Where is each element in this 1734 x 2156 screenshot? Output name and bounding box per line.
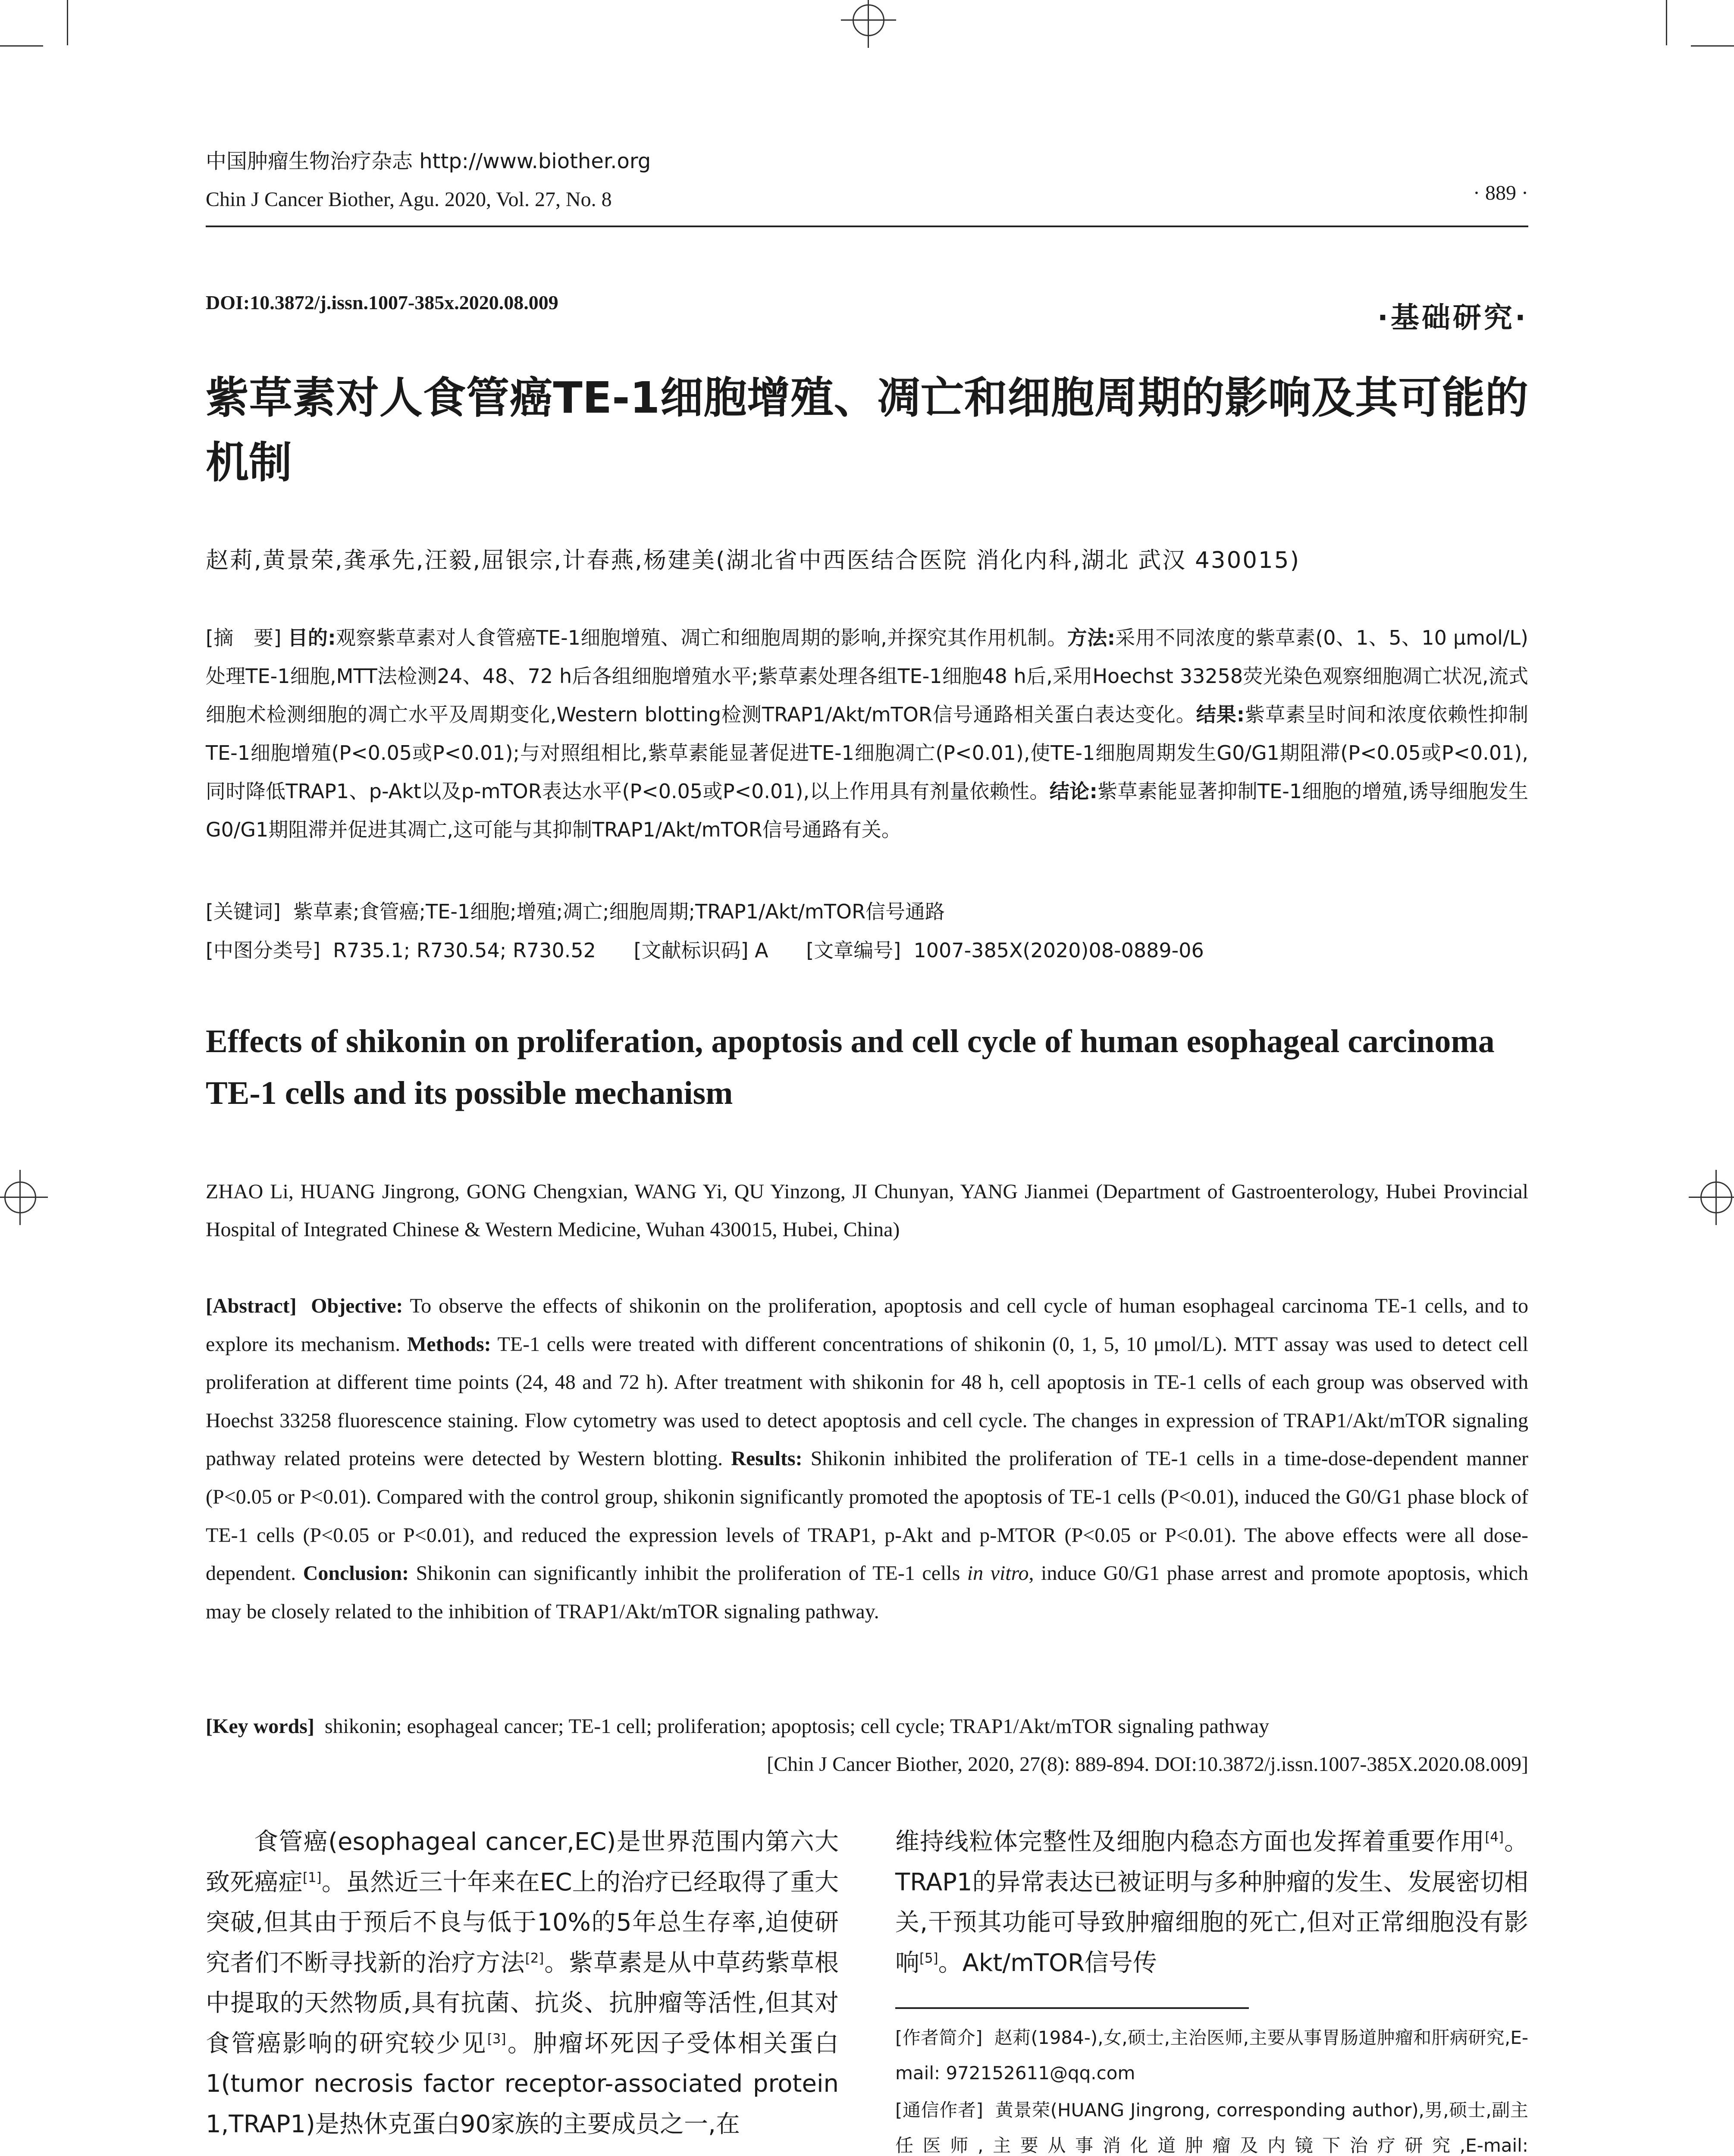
objective-zh: 观察紫草素对人食管癌TE-1细胞增殖、凋亡和细胞周期的影响,并探究其作用机制。 xyxy=(336,626,1067,649)
title-en: Effects of shikonin on proliferation, apoptosis and cell cycle of human esophageal carcinoma TE-1 cells and its possible mechanism xyxy=(206,1023,1495,1111)
clc-label: [中图分类号] xyxy=(206,939,320,962)
corresponding-note-text: 黄景荣(HUANG Jingrong, corresponding author),男,硕士,副主任医师,主要从事消化道肿瘤及内镜下治疗研究,E-mail: xyxy=(895,2100,1529,2156)
reference-4: [4] xyxy=(1485,1829,1504,1845)
body-left-column xyxy=(206,1822,839,2144)
journal-en: Chin J Cancer Biother, Agu. 2020, Vol. 27, No. 8 xyxy=(206,188,612,211)
body-left-text-4: 。肿瘤坏死因子受体相关蛋白1(tumor necrosis factor receptor-associated protein 1,TRAP1)是热休克蛋白90家族的主要成员之一,在 xyxy=(206,2029,839,2138)
title-zh: 紫草素对人食管癌TE-1细胞增殖、凋亡和细胞周期的影响及其可能的机制 xyxy=(206,373,1528,488)
body-right-text-1: 维持线粒体完整性及细胞内稳态方面也发挥着重要作用 xyxy=(895,1828,1485,1856)
doi: DOI:10.3872/j.issn.1007-385x.2020.08.009 xyxy=(206,291,558,313)
body-right-column xyxy=(895,1822,1528,1983)
registration-mark xyxy=(1700,1181,1732,1213)
objective-label-en: Objective: xyxy=(311,1294,403,1317)
abstract-en xyxy=(206,1287,1528,1631)
results-en: Shikonin inhibited the proliferation of TE-1 cells in a time-dose-dependent manner (P<0.05 or P<0.01). Compared with the control group, shikonin significantly promoted the apoptosis of TE-1 cells (P<0.01), induced the G0/G1 phase block of TE-1 cells (P<0.05 or P<0.01), and reduced the expression levels of TRAP1, p-Akt and p-MTOR (P<0.05 or P<0.01). The above effects were all dose-dependent. xyxy=(206,1447,1529,1585)
objective-en: To observe the effects of shikonin on the proliferation, apoptosis and cell cycle of human esophageal carcinoma TE-1 cells, and to explore its mechanism. xyxy=(206,1294,1528,1356)
footnote-rule xyxy=(895,2007,1249,2009)
results-label-zh: 结果: xyxy=(1196,703,1245,726)
keywords-en-label: [Key words] xyxy=(206,1715,314,1738)
body-left-text-3: 。紫草素是从中草药紫草根中提取的天然物质,具有抗菌、抗炎、抗肿瘤等活性,但其对食管癌影响的研究较少见 xyxy=(206,1949,839,2058)
clc-value: R735.1; R730.54; R730.52 xyxy=(333,939,596,962)
authors-en: ZHAO Li, HUANG Jingrong, GONG Chengxian, WANG Yi, QU Yinzong, JI Chunyan, YANG Jianmei (Department of Gastroenterology, Hubei Provincial Hospital of Integrated Chinese & Western Medicine, Wuhan 430015, Hubei, China) xyxy=(206,1180,1528,1241)
doc-code-label: [文献标识码] xyxy=(633,939,749,962)
results-label-en: Results: xyxy=(731,1447,803,1470)
registration-mark xyxy=(4,1181,36,1213)
abstract-zh xyxy=(206,619,1528,849)
keywords-zh-label: [关键词] xyxy=(206,900,281,923)
body-left-text-1: 食管癌(esophageal cancer,EC)是世界范围内第六大致死癌症 xyxy=(206,1828,839,1896)
abstract-zh-label: [摘 要] xyxy=(206,626,282,649)
conclusion-en-italic: in vitro xyxy=(967,1562,1029,1585)
author-note-text: 赵莉(1984-),女,硕士,主治医师,主要从事胃肠道肿瘤和肝病研究,E-mail: 972152611@qq.com xyxy=(895,2027,1529,2084)
article-no-value: 1007-385X(2020)08-0889-06 xyxy=(913,939,1204,962)
reference-1: [1] xyxy=(302,1869,322,1885)
body-right-text-3: 。Akt/mTOR信号传 xyxy=(938,1949,1157,1977)
section-tag: ·基础研究· xyxy=(1377,301,1528,334)
keywords-zh-text: 紫草素;食管癌;TE-1细胞;增殖;凋亡;细胞周期;TRAP1/Akt/mTOR信号通路 xyxy=(293,900,945,923)
header-rule xyxy=(206,226,1528,227)
conclusion-en-b: , induce G0/G1 phase arrest and promote apoptosis, which may be closely related to the inhibition of TRAP1/Akt/mTOR signaling pathway. xyxy=(206,1562,1529,1623)
reference-3: [3] xyxy=(487,2031,506,2046)
abstract-en-label: [Abstract] xyxy=(206,1294,297,1317)
keywords-en xyxy=(206,1708,1528,1746)
doc-code-value: A xyxy=(755,939,768,962)
body-right-text-2: 。TRAP1的异常表达已被证明与多种肿瘤的发生、发展密切相关,干预其功能可导致肿瘤细胞的死亡,但对正常细胞没有影响 xyxy=(895,1828,1529,1977)
methods-zh: 采用不同浓度的紫草素(0、1、5、10 μmol/L)处理TE-1细胞,MTT法检测24、48、72 h后各组细胞增殖水平;紫草素处理各组TE-1细胞48 h后,采用Hoechst 33258荧光染色观察细胞凋亡状况,流式细胞术检测细胞的凋亡水平及周期变化,Western blotting检测TRAP1/Akt/mTOR信号通路相关蛋白表达变化。 xyxy=(206,626,1528,726)
journal-cn-url: 中国肿瘤生物治疗杂志 http://www.biother.org xyxy=(206,149,651,173)
body-left-text-2: 。虽然近三十年来在EC上的治疗已经取得了重大突破,但其由于预后不良与低于10%的5年总生存率,迫使研究者们不断寻找新的治疗方法 xyxy=(206,1868,839,1977)
conclusion-label-en: Conclusion: xyxy=(303,1562,409,1585)
objective-label-zh: 目的: xyxy=(288,626,336,649)
methods-label-zh: 方法: xyxy=(1067,626,1115,649)
page-number: · 889 · xyxy=(1473,182,1528,204)
reference-2: [2] xyxy=(525,1950,544,1966)
corresponding-note-label: [通信作者] xyxy=(895,2100,983,2121)
authors-zh: 赵莉,黄景荣,龚承先,汪毅,屈银宗,计春燕,杨建美(湖北省中西医结合医院 消化内科,湖北 武汉 430015) xyxy=(206,547,1301,573)
methods-label-en: Methods: xyxy=(407,1332,491,1356)
registration-mark xyxy=(853,4,884,36)
keywords-en-text: shikonin; esophageal cancer; TE-1 cell; proliferation; apoptosis; cell cycle; TRAP1/Akt/mTOR signaling pathway xyxy=(324,1715,1270,1738)
reference-5: [5] xyxy=(919,1950,938,1966)
conclusion-zh: 紫草素能显著抑制TE-1细胞的增殖,诱导细胞发生G0/G1期阻滞并促进其凋亡,这可能与其抑制TRAP1/Akt/mTOR信号通路有关。 xyxy=(206,780,1528,841)
crop-mark xyxy=(67,0,68,45)
classification-zh xyxy=(206,931,1528,970)
methods-en: TE-1 cells were treated with different concentrations of shikonin (0, 1, 5, 10 μmol/L). MTT assay was used to detect cell proliferation at different time points (24, 48 and 72 h). After treatment with shikonin for 48 h, cell apoptosis in TE-1 cells of each group was observed with Hoechst 33258 fluorescence staining. Flow cytometry was used to detect apoptosis and cell cycle. The changes in expression of TRAP1/Akt/mTOR signaling pathway related proteins were detected by Western blotting. xyxy=(206,1332,1528,1470)
citation-en: [Chin J Cancer Biother, 2020, 27(8): 889-894. DOI:10.3872/j.issn.1007-385X.2020.08.009] xyxy=(767,1753,1528,1776)
crop-mark xyxy=(0,45,43,47)
keywords-zh xyxy=(206,893,1528,931)
corresponding-note xyxy=(895,2093,1528,2156)
conclusion-en-a: Shikonin can significantly inhibit the proliferation of TE-1 cells xyxy=(416,1562,960,1585)
author-note-label: [作者简介] xyxy=(895,2027,983,2048)
article-no-label: [文章编号] xyxy=(806,939,901,962)
author-note xyxy=(895,2020,1528,2091)
crop-mark xyxy=(1666,0,1667,45)
crop-mark xyxy=(1691,45,1734,47)
results-zh: 紫草素呈时间和浓度依赖性抑制TE-1细胞增殖(P<0.05或P<0.01);与对照组相比,紫草素能显著促进TE-1细胞凋亡(P<0.01),使TE-1细胞周期发生G0/G1期阻滞(P<0.05或P<0.01),同时降低TRAP1、p-Akt以及p-mTOR表达水平(P<0.05或P<0.01),以上作用具有剂量依赖性。 xyxy=(206,703,1529,803)
conclusion-label-zh: 结论: xyxy=(1049,780,1097,803)
